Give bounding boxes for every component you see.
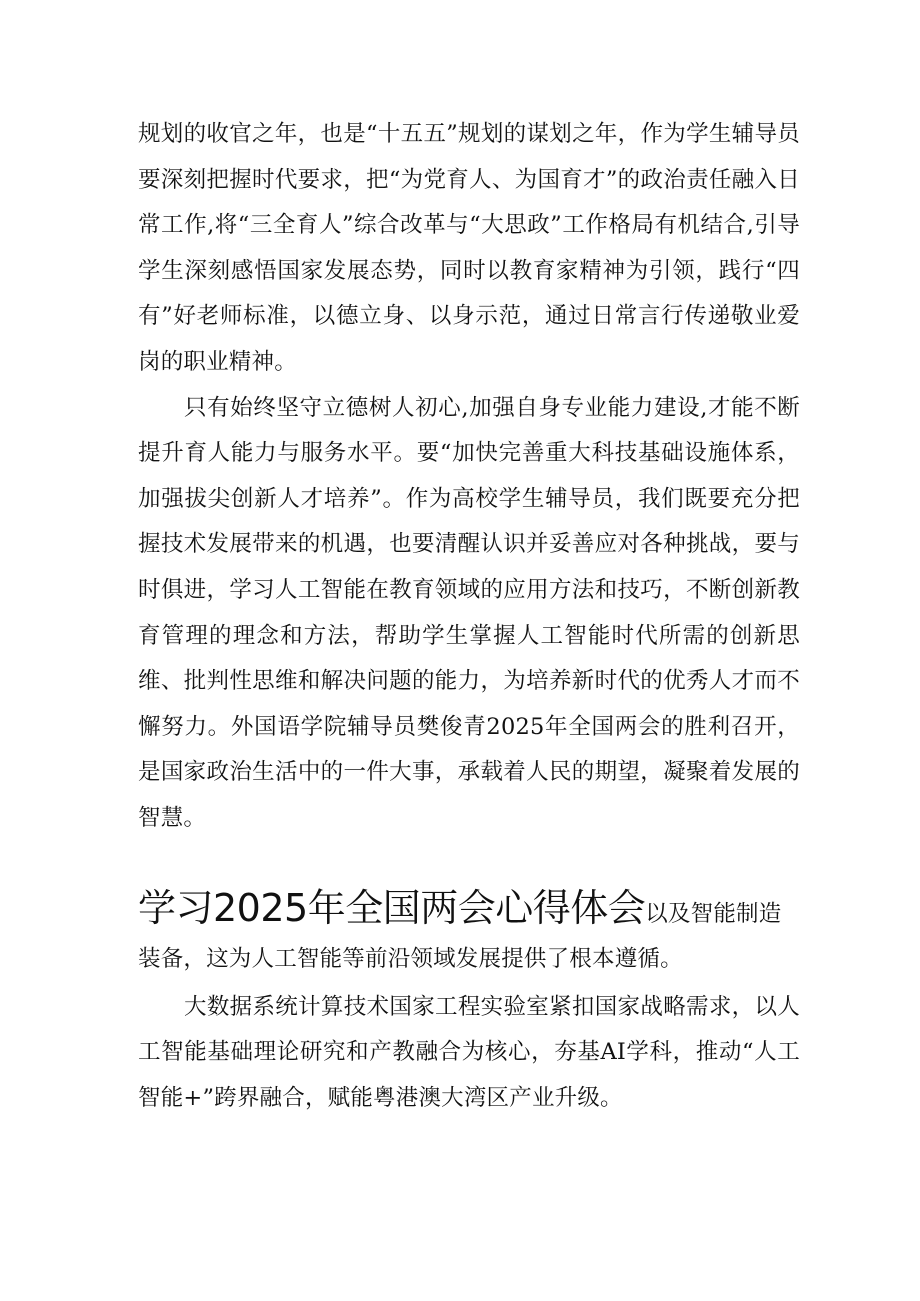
heading-line: [138, 886, 800, 983]
paragraph-1: 规划的收官之年，也是“十五五”规划的谋划之年，作为学生辅导员要深刻把握时代要求，把“为党育人、为国育才”的政治责任融入日常工作,将“三全育人”综合改革与“大思政”工作格局有机结合,引导学生深刻感悟国家发展态势，同时以教育家精神为引领，践行“四有”好老师标准，以德立身、以身示范，通过日常言行传递敬业爱岗的职业精神。: [138, 121, 800, 375]
heading-continuation-text: 以及智能制造装备，这为人工智能等前沿领域发展提供了根本遵循。: [138, 900, 782, 973]
paragraph-3: 大数据系统计算技术国家工程实验室紧扣国家战略需求，以人工智能基础理论研究和产教融合为核心，夯基AI学科，推动“人工智能+”跨界融合，赋能粤港澳大湾区产业升级。: [138, 993, 800, 1111]
document-page: [138, 112, 800, 1121]
section-heading: 学习2025年全国两会心得体会: [138, 885, 646, 930]
paragraph-2: 只有始终坚守立德树人初心,加强自身专业能力建设,才能不断提升育人能力与服务水平。要“加快完善重大科技基础设施体系，加强拔尖创新人才培养”。作为高校学生辅导员，我们既要充分把握技术发展带来的机遇，也要清醒认识并妥善应对各种挑战，要与时俱进，学习人工智能在教育领域的应用方法和技巧，不断创新教育管理的理念和方法，帮助学生掌握人工智能时代所需的创新思维、批判性思维和解决问题的能力，为培养新时代的优秀人才而不懈努力。外国语学院辅导员樊俊青2025年全国两会的胜利召开，是国家政治生活中的一件大事，承载着人民的期望，凝聚着发展的智慧。: [138, 394, 800, 831]
